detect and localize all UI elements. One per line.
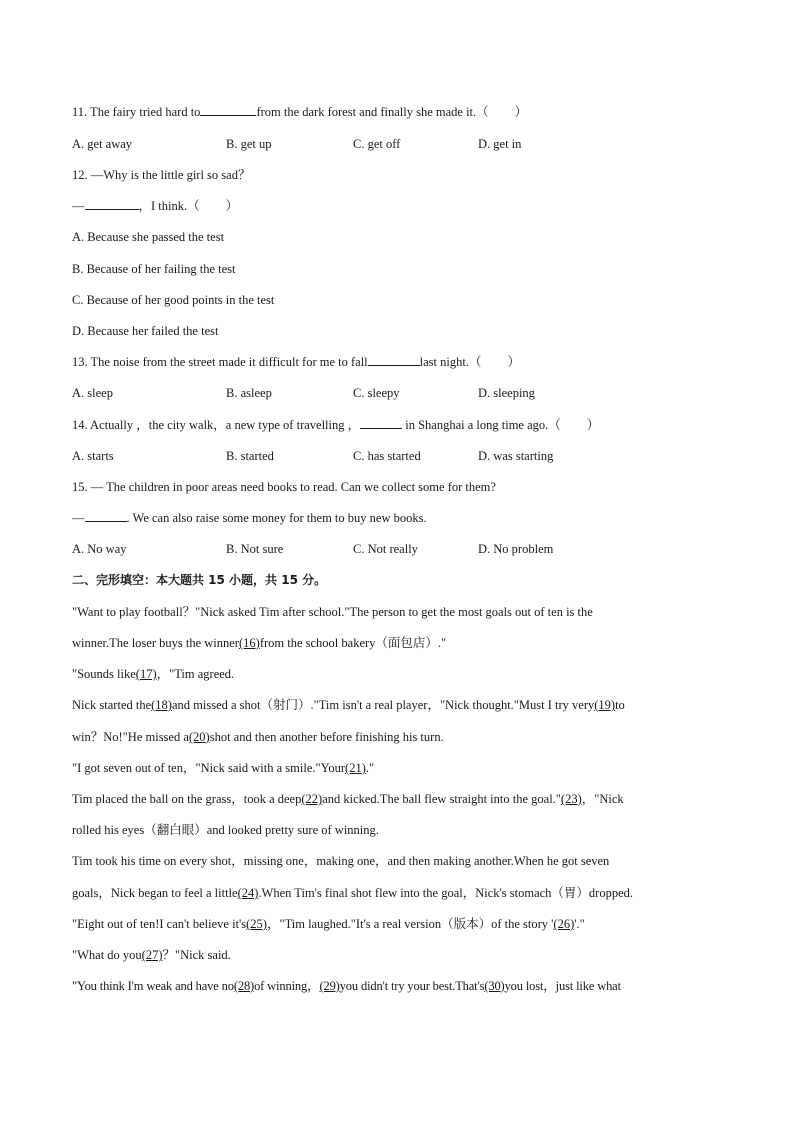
option-c[interactable]: C. has started	[353, 449, 421, 463]
blank-28[interactable]: (28)	[233, 979, 255, 993]
passage-line: "You think I'm weak and have no(28)of winning，(29)you didn't try your best.That's(30)you lost，just like what	[72, 979, 621, 993]
passage-line: Nick started the(18)and missed a shot（射门）."Tim isn't a real player，"Nick thought."Must I try very(19)to	[72, 698, 625, 712]
option-d[interactable]: D. get in	[478, 137, 522, 151]
blank-23[interactable]: (23)	[560, 792, 582, 806]
option-c[interactable]: C. get off	[353, 137, 401, 151]
passage-line: "I got seven out of ten，"Nick said with a smile."Your(21)."	[72, 761, 375, 775]
passage-line: "Want to play football？"Nick asked Tim after school."The person to get the most goals out of ten is the	[72, 605, 593, 619]
passage-line: win？No!"He missed a(20)shot and then another before finishing his turn.	[72, 730, 444, 744]
option-a[interactable]: A. No way	[72, 542, 127, 556]
option-b[interactable]: B. Not sure	[226, 542, 284, 556]
blank-24[interactable]: (24)	[237, 886, 259, 900]
passage-line: goals，Nick began to feel a little(24).When Tim's final shot flew into the goal，Nick's stomach（胃）dropped.	[72, 886, 634, 900]
blank-26[interactable]: (26)	[553, 917, 575, 931]
question-12-stem: 12. —Why is the little girl so sad？	[72, 168, 251, 182]
blank-22[interactable]: (22)	[301, 792, 323, 806]
question-15-stem: 15. — The children in poor areas need books to read. Can we collect some for them?	[72, 480, 496, 494]
option-d[interactable]: D. was starting	[478, 449, 554, 463]
answer-blank	[360, 417, 402, 429]
question-14: 14. Actually ，the city walk，a new type of travelling ， in Shanghai a long time ago.（ ）	[72, 418, 600, 432]
question-13: 13. The noise from the street made it difficult for me to fall last night.（ ）	[72, 355, 520, 369]
option-a[interactable]: A. starts	[72, 449, 114, 463]
option-b[interactable]: B. Because of her failing the test	[72, 262, 236, 276]
blank-30[interactable]: (30)	[484, 979, 505, 993]
option-d[interactable]: D. Because her failed the test	[72, 324, 219, 338]
passage-line: Tim placed the ball on the grass，took a deep(22)and kicked.The ball flew straight into the goal."(23)，"Nick	[72, 792, 624, 806]
blank-18[interactable]: (18)	[151, 698, 172, 712]
option-b[interactable]: B. get up	[226, 137, 272, 151]
blank-25[interactable]: (25)	[246, 917, 267, 931]
passage-line: "Eight out of ten!I can't believe it's(25)，"Tim laughed."It's a real version（版本）of the story '(26)'."	[72, 917, 585, 931]
section-heading: 二、完形填空：本大题共 15 小题，共 15 分。	[72, 573, 327, 587]
answer-blank	[200, 104, 256, 116]
blank-16[interactable]: (16)	[238, 636, 260, 650]
question-12-reply: — ，I think.（ ）	[72, 199, 239, 213]
question-11: 11. The fairy tried hard to from the dark forest and finally she made it.（ ）	[72, 105, 528, 119]
question-11-stem: 11. The fairy tried hard to	[72, 105, 201, 119]
blank-19[interactable]: (19)	[594, 698, 616, 712]
question-15-reply: — . We can also raise some money for them to buy new books.	[72, 511, 427, 525]
question-13-stem: 13. The noise from the street made it difficult for me to fall	[72, 355, 368, 369]
option-b[interactable]: B. started	[226, 449, 274, 463]
option-a[interactable]: A. sleep	[72, 386, 113, 400]
blank-21[interactable]: (21)	[345, 761, 366, 775]
passage-line: winner.The loser buys the winner(16)from the school bakery（面包店）."	[72, 636, 447, 650]
answer-blank	[368, 354, 420, 366]
answer-blank	[85, 510, 127, 522]
option-d[interactable]: D. No problem	[478, 542, 554, 556]
passage-line: Tim took his time on every shot，missing one，making one，and then making another.When he got seven	[72, 854, 610, 868]
answer-blank	[85, 198, 139, 210]
option-d[interactable]: D. sleeping	[478, 386, 535, 400]
option-b[interactable]: B. asleep	[226, 386, 272, 400]
blank-20[interactable]: (20)	[188, 730, 210, 744]
option-c[interactable]: C. Not really	[353, 542, 418, 556]
option-c[interactable]: C. Because of her good points in the test	[72, 293, 275, 307]
passage-line: "What do you(27)？"Nick said.	[72, 948, 231, 962]
blank-27[interactable]: (27)	[141, 948, 163, 962]
question-14-stem: 14. Actually ，the city walk，a new type of travelling ，	[72, 418, 361, 432]
option-c[interactable]: C. sleepy	[353, 386, 400, 400]
blank-29[interactable]: (29)	[319, 979, 340, 993]
option-a[interactable]: A. get away	[72, 137, 133, 151]
passage-line: rolled his eyes（翻白眼）and looked pretty sure of winning.	[72, 823, 379, 837]
option-a[interactable]: A. Because she passed the test	[72, 230, 225, 244]
passage-line: "Sounds like(17)，"Tim agreed.	[72, 667, 235, 681]
blank-17[interactable]: (17)	[135, 667, 157, 681]
